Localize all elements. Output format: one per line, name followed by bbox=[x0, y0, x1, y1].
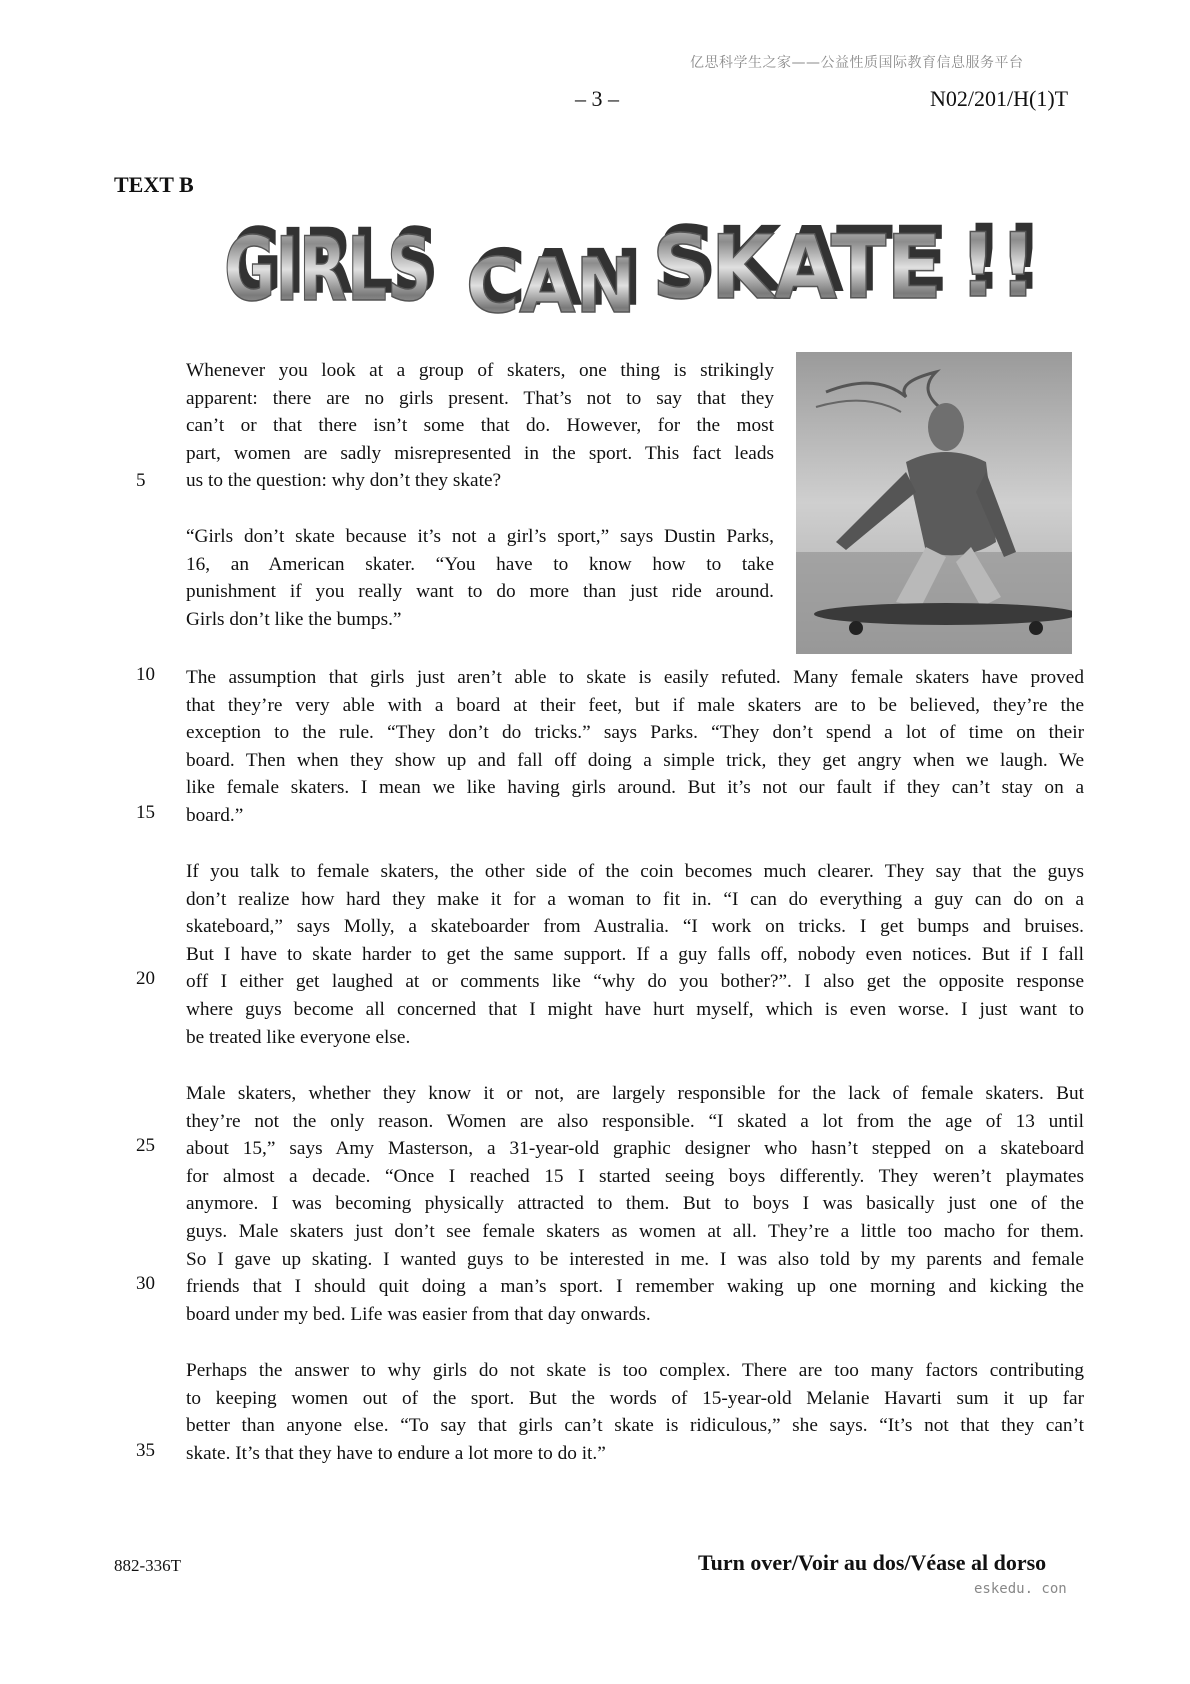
paragraph-4: If you talk to female skaters, the other side of the coin becomes much clearer. They say that the guys don’t realize how hard they make it for a woman to fit in. “I can do everything a guy can do on a skateboard,” says Molly, a skateboarder from Australia. “I work on tricks. I get bumps and bruises. But I have to skate harder to get the same support. If a guy falls off, nobody even notices. But if I fall off I either get laughed at or comments like “why do you bother?”. I also get the opposite response where guys become all concerned that I might have hurt myself, which is even worse. I just want to be treated like everyone else. bbox=[186, 861, 1084, 1048]
line-number-10: 10 bbox=[136, 664, 155, 685]
skater-girl-photo bbox=[796, 352, 1072, 654]
svg-text:!!: !! bbox=[958, 214, 1038, 317]
paragraph-5: Male skaters, whether they know it or not, are largely responsible for the lack of female skaters. But they’re not the only reason. Women are also responsible. “I skated a lot from the age of 13 until about 15,” says Amy Masterson, a 31-year-old graphic designer who hasn’t stepped on a skateboard for almost a decade. “Once I reached 15 I started seeing boys differently. They weren’t playmates anymore. I was becoming physically attracted to them. But to boys I was basically just one of the guys. Male skaters just don’t see female skaters as women at all. They’re a little too macho for them. So I gave up skating. I wanted guys to be interested in me. I was also told by my parents and female friends that I should quit doing a man’s sport. I remember waking up one morning and kicking the board under my bed. Life was easier from that day onwards. bbox=[186, 1083, 1084, 1325]
paragraph-2: “Girls don’t skate because it’s not a girl’s sport,” says Dustin Parks, 16, an American skater. “You have to know how to take punishment if you really want to do more than just ride around. Girls don’t like the bumps.” bbox=[186, 526, 774, 630]
watermark-top: 亿思科学生之家——公益性质国际教育信息服务平台 bbox=[690, 55, 1024, 71]
section-label: TEXT B bbox=[114, 172, 194, 197]
paragraph-3: The assumption that girls just aren’t able to skate is easily refuted. Many female skaters have proved that they’re very able with a board at their feet, but if male skaters are to be believed, they’re the exception to the rule. “They don’t do tricks.” says Parks. “They don’t spend a lot of time on their board. Then when they show up and fall off doing a simple trick, they get angry when we laugh. We like female skaters. I mean we like having girls around. But it’s not our fault if they can’t stay on a board.” bbox=[186, 667, 1084, 826]
paper-code: N02/201/H(1)T bbox=[930, 86, 1069, 111]
svg-text:SKATE: SKATE bbox=[652, 216, 942, 319]
footer-code: 882-336T bbox=[114, 1556, 182, 1575]
line-number-30: 30 bbox=[136, 1273, 155, 1294]
svg-text:CAN: CAN bbox=[466, 241, 636, 330]
line-number-5: 5 bbox=[136, 470, 146, 491]
line-number-25: 25 bbox=[136, 1135, 155, 1156]
paragraph-1: Whenever you look at a group of skaters, one thing is strikingly apparent: there are no girls present. That’s not to say that they can’t or that there isn’t some that do. However, for the most part, women are sadly misrepresented in the sport. This fact leads us to the question: why don’t they skate? bbox=[186, 360, 774, 492]
line-number-20: 20 bbox=[136, 968, 155, 989]
paragraph-6: Perhaps the answer to why girls do not skate is too complex. There are too many factors contributing to keeping women out of the sport. But the words of 15-year-old Melanie Havarti sum it up far better than anyone else. “To say that girls can’t skate is ridiculous,” she says. “It’s not that they can’t skate. It’s that they have to endure a lot more to do it.” bbox=[186, 1360, 1084, 1464]
turn-over-text: Turn over/Voir au dos/Véase al dorso bbox=[698, 1550, 1047, 1575]
page-number: – 3 – bbox=[575, 86, 619, 111]
line-number-15: 15 bbox=[136, 802, 155, 823]
watermark-bottom: eskedu. con bbox=[974, 1581, 1067, 1597]
svg-text:GIRLS: GIRLS bbox=[224, 218, 432, 321]
banner-title bbox=[220, 208, 1050, 338]
line-number-35: 35 bbox=[136, 1440, 155, 1461]
